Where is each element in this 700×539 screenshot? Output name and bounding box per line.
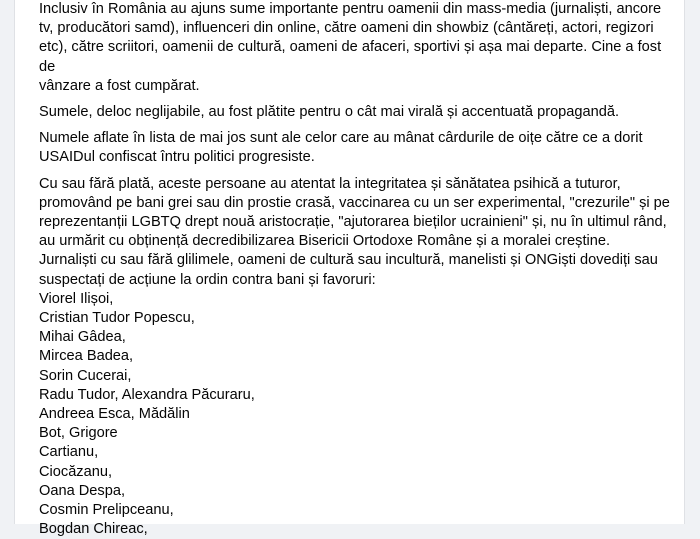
text-line: Sumele, deloc neglijabile, au fost plătite pentru o cât mai virală și accentuată propagandă.	[39, 104, 620, 121]
post-paragraph-3	[39, 129, 674, 167]
list-item: Ciocăzanu,	[39, 463, 113, 480]
text-line: reprezentanții LGBTQ drept nouă aristocrație, "ajutorarea bieților ucrainieni" și, nu în ultimul rând,	[39, 214, 667, 231]
text-line: tv, producători samd), influenceri din online, către oameni din showbiz (cântăreți, actori, regizori	[39, 20, 654, 37]
list-item: Cosmin Prelipceanu,	[39, 502, 174, 519]
list-item: Oana Despa,	[39, 482, 125, 499]
list-item: Sorin Cucerai,	[39, 367, 132, 384]
list-item: Mihai Gâdea,	[39, 329, 126, 346]
names-list	[39, 290, 674, 539]
text-line: Inclusiv în România au ajuns sume importante pentru oamenii din mass-media (jurnaliști, ancore	[39, 1, 662, 17]
post-paragraph-4	[39, 175, 674, 290]
list-item: Andreea Esca, Mădălin	[39, 406, 190, 423]
post-paragraph-1	[39, 0, 674, 96]
list-item: Cartianu,	[39, 444, 99, 461]
list-item: Cristian Tudor Popescu,	[39, 310, 195, 327]
scrollbar-track[interactable]	[688, 0, 700, 509]
post-card	[14, 0, 685, 538]
text-line: Jurnaliști cu sau fără glilimele, oameni de cultură sau incultură, manelisti și ONGiști dovediți sau	[39, 252, 658, 269]
text-line: Cu sau fără plată, aceste persoane au atentat la integritatea și sănătatea psihică a tuturor,	[39, 175, 621, 192]
post-text	[39, 0, 674, 539]
text-line: vânzare a fost cumpărat.	[39, 77, 200, 94]
list-item: Bot, Grigore	[39, 425, 118, 442]
text-line: etc), către scriitori, oamenii de cultură, oameni de afaceri, sportivi și așa mai departe. Cine a fost de	[39, 39, 662, 75]
text-line: suspectați de acțiune la ordin contra bani și favoruri:	[39, 271, 376, 288]
list-item: Viorel Ilișoi,	[39, 290, 114, 307]
list-item: Mircea Badea,	[39, 348, 134, 365]
text-line: au urmărit cu obținență decredibilizarea Bisericii Ortodoxe Române și a moralei creștine.	[39, 233, 611, 250]
text-line: USAIDul confiscat întru politici progresiste.	[39, 149, 315, 166]
list-item: Bogdan Chireac,	[39, 521, 148, 538]
list-item: Radu Tudor, Alexandra Păcuraru,	[39, 386, 255, 403]
post-paragraph-2	[39, 103, 674, 122]
text-line: Numele aflate în lista de mai jos sunt ale celor care au mânat cârdurile de oițe către ce a dorit	[39, 130, 643, 147]
text-line: promovând pe bani grei sau din prostie crasă, vaccinarea cu un ser experimental, "crezurile" și pe	[39, 194, 670, 211]
